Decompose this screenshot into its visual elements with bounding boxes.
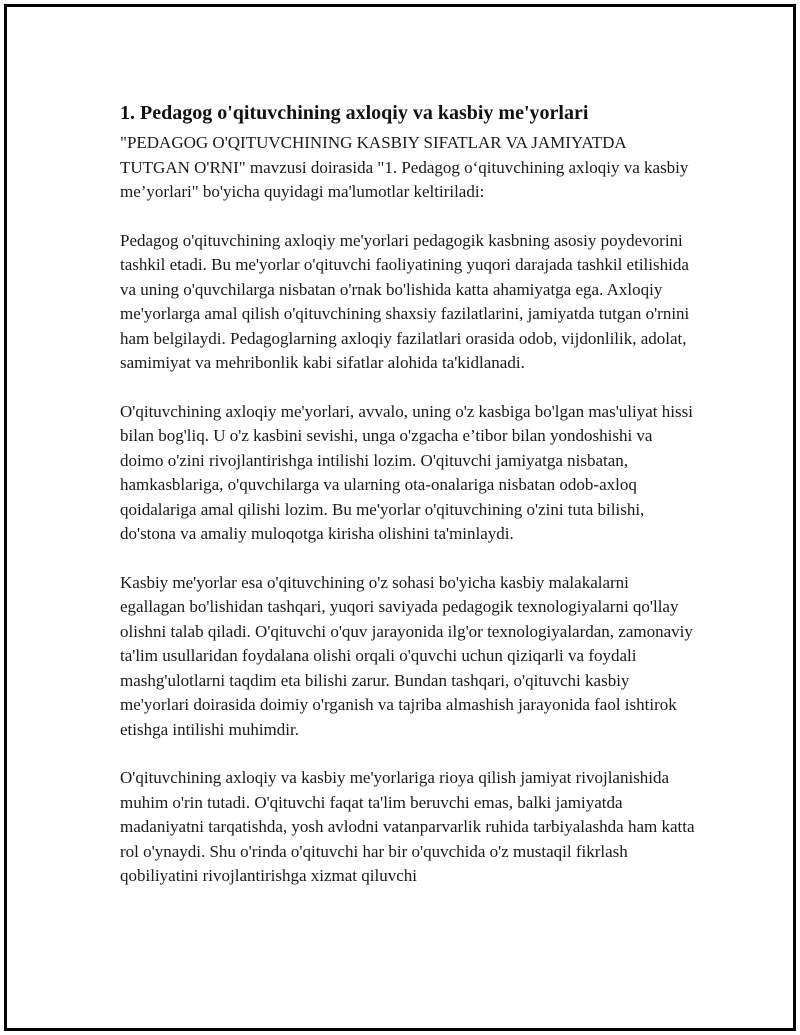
paragraph-ethical-norms: Pedagog o'qituvchining axloqiy me'yorlari pedagogik kasbning asosiy poydevorini tashkil etadi. Bu me'yorlar o'qituvchi faoliyatining yuqori darajada tashkil etilishida va uning o'quvchilarga nisbatan o'rnak bo'lishida katta ahamiyatga ega. Axloqiy me'yorlarga amal qilish o'qituvchining shaxsiy fazilatlarini, jamiyatda tutgan o'rnini ham belgilaydi. Pedagoglarning axloqiy fazilatlari orasida odob, vijdonlilik, adolat, samimiyat va mehribonlik kabi sifatlar alohida ta'kidlanadi. (120, 230, 690, 372)
page-frame (4, 4, 796, 1031)
document-body (120, 99, 695, 913)
paragraph-professional-norms: Kasbiy me'yorlar esa o'qituvchining o'z sohasi bo'yicha kasbiy malakalarni egallagan bo'lishidan tashqari, yuqori saviyada pedagogik texnologiyalarni qo'llay olishni talab qiladi. O'qituvchi o'quv jarayonida ilg'or texnologiyalardan, zamonaviy ta'lim usullaridan foydalana olishi orqali o'quvchi uchun qiziqarli va foydali mashg'ulotlarni taqdim eta bilishi zarur. Bundan tashqari, o'qituvchi kasbiy me'yorlari doirasida doimiy o'rganish va tajriba almashish jarayonida faol ishtirok etishga intilishi muhimdir. (120, 572, 693, 739)
paragraph-responsibility: O'qituvchining axloqiy me'yorlari, avvalo, uning o'z kasbiga bo'lgan mas'uliyat hissi bilan bog'liq. U o'z kasbini sevishi, unga o'zgacha e’tibor bilan yondoshishi va doimo o'zini rivojlantirishga intilishi lozim. O'qituvchi jamiyatga nisbatan, hamkasblariga, o'quvchilarga va ularning ota-onalariga nisbatan odob-axloq qoidalariga amal qilishi lozim. Bu me'yorlar o'qituvchining o'zini tuta bilishi, do'stona va amaliy muloqotga kirisha olishini ta'minlaydi. (120, 401, 693, 543)
intro-paragraph: "PEDAGOG O'QITUVCHINING KASBIY SIFATLAR VA JAMIYATDA TUTGAN O'RNI" mavzusi doirasida "1. Pedagog o‘qituvchining axloqiy va kasbiy me’yorlari" bo'yicha quyidagi ma'lumotlar keltiriladi: (120, 133, 689, 201)
section-heading: 1. Pedagog o'qituvchining axloqiy va kasbiy me'yorlari (120, 102, 589, 124)
paragraph-society-role: O'qituvchining axloqiy va kasbiy me'yorlariga rioya qilish jamiyat rivojlanishida muhim o'rin tutadi. O'qituvchi faqat ta'lim beruvchi emas, balki jamiyatda madaniyatni tarqatishda, yosh avlodni vatanparvarlik ruhida tarbiyalashda ham katta rol o'ynaydi. Shu o'rinda o'qituvchi har bir o'quvchida o'z mustaqil fikrlash qobiliyatini rivojlantirishga xizmat qiluvchi (120, 768, 695, 885)
